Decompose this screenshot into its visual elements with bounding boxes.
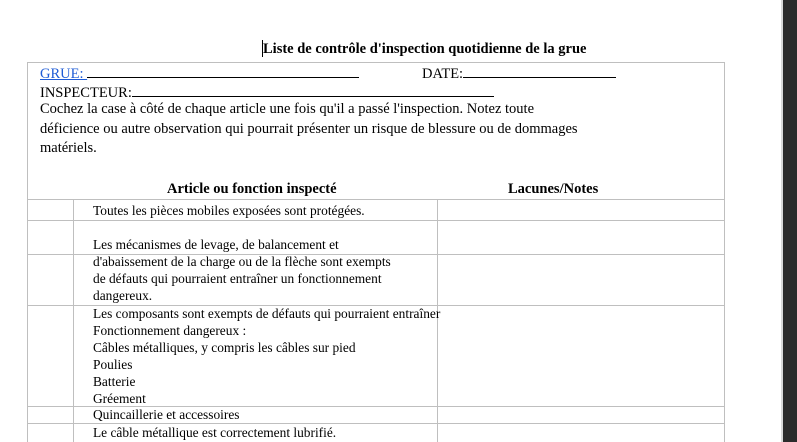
instructions-line-2: déficience ou autre observation qui pourrait présenter un risque de blessure ou de dommages: [40, 121, 578, 137]
header-notes: Lacunes/Notes: [508, 181, 599, 197]
row-text-line: de défauts qui pourraient entraîner un fonctionnement: [93, 271, 382, 286]
table-row-item: [93, 202, 365, 219]
document-title: Liste de contrôle d'inspection quotidienne de la grue: [263, 41, 587, 57]
grue-field[interactable]: [40, 63, 359, 83]
date-field[interactable]: [422, 63, 616, 83]
row-notes-cell[interactable]: [438, 407, 724, 423]
row-checkbox[interactable]: [28, 407, 73, 423]
row-notes-cell[interactable]: [438, 200, 724, 220]
row-notes-cell[interactable]: [438, 221, 724, 305]
row-text-line: dangereux.: [93, 288, 153, 303]
row-checkbox[interactable]: [28, 306, 73, 406]
instructions-line-3: matériels.: [40, 140, 97, 156]
table-row-item: [93, 424, 336, 441]
table-row-item: [93, 406, 239, 423]
row-text-line: Les mécanismes de levage, de balancement et: [93, 237, 339, 252]
row-text-line: Fonctionnement dangereux :: [93, 323, 247, 338]
inspecteur-blank[interactable]: [132, 82, 494, 97]
row-checkbox[interactable]: [28, 200, 73, 220]
row-notes-cell[interactable]: [438, 424, 724, 442]
row-checkbox[interactable]: [28, 424, 73, 442]
row-text-line: Gréement: [93, 391, 146, 406]
row-text-line: Toutes les pièces mobiles exposées sont protégées.: [93, 203, 365, 218]
date-label: DATE:: [422, 66, 464, 82]
row-checkbox[interactable]: [28, 221, 73, 305]
table-row-item: [93, 305, 440, 407]
grue-label[interactable]: GRUE:: [40, 66, 88, 82]
inspecteur-field[interactable]: [40, 82, 494, 102]
table-row-item: [93, 236, 391, 304]
grue-blank[interactable]: [87, 63, 359, 78]
row-text-line: Batterie: [93, 374, 136, 389]
row-notes-cell[interactable]: [438, 306, 724, 406]
row-text-line: Les composants sont exempts de défauts qui pourraient entraîner: [93, 306, 441, 321]
inspecteur-label: INSPECTEUR:: [40, 85, 132, 101]
vertical-scrollbar[interactable]: [783, 0, 797, 442]
row-text-line: d'abaissement de la charge ou de la flèche sont exempts: [93, 254, 391, 269]
instructions-line-1: Cochez la case à côté de chaque article une fois qu'il a passé l'inspection. Notez toute: [40, 101, 534, 117]
date-blank[interactable]: [463, 63, 616, 78]
row-text-line: Le câble métallique est correctement lubrifié.: [93, 425, 337, 440]
header-item: Article ou fonction inspecté: [167, 181, 337, 197]
row-text-line: Quincaillerie et accessoires: [93, 407, 240, 422]
row-text-line: Poulies: [93, 357, 133, 372]
row-text-line: Câbles métalliques, y compris les câbles sur pied: [93, 340, 356, 355]
